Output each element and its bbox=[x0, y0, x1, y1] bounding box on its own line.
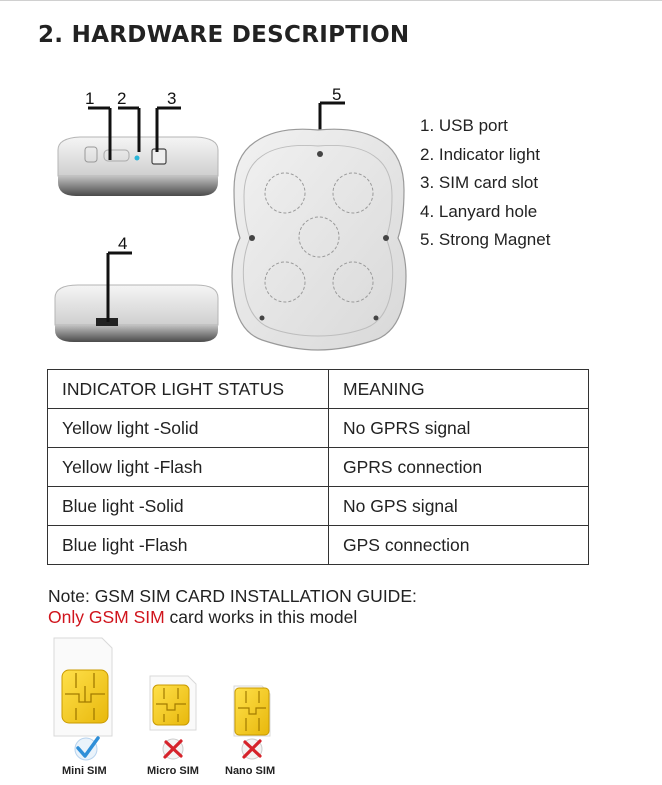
column-header: MEANING bbox=[329, 370, 589, 409]
note-body-rest: card works in this model bbox=[164, 607, 358, 627]
status-cell: Blue light -Flash bbox=[48, 526, 329, 565]
indicator-status-table bbox=[47, 369, 589, 565]
section-title: 2. HARDWARE DESCRIPTION bbox=[38, 22, 410, 48]
table-row bbox=[48, 409, 589, 448]
component-legend bbox=[420, 112, 550, 255]
meaning-cell: GPRS connection bbox=[329, 448, 589, 487]
legend-item: 3. SIM card slot bbox=[420, 173, 539, 192]
table-row bbox=[48, 487, 589, 526]
legend-item: 2. Indicator light bbox=[420, 144, 541, 164]
sim-slot-icon bbox=[152, 149, 166, 164]
table-header-row bbox=[48, 370, 589, 409]
legend-item: 1. USB port bbox=[420, 116, 508, 135]
callout-4: 4 bbox=[118, 234, 128, 253]
callout-2: 2 bbox=[117, 89, 127, 108]
sim-label-nano: Nano SIM bbox=[225, 765, 276, 777]
sim-label-micro: Micro SIM bbox=[147, 765, 199, 777]
column-header: INDICATOR LIGHT STATUS bbox=[48, 370, 329, 409]
status-cell: Blue light -Solid bbox=[48, 487, 329, 526]
note-heading: Note: GSM SIM CARD INSTALLATION GUIDE: bbox=[48, 586, 417, 606]
meaning-cell: No GPRS signal bbox=[329, 409, 589, 448]
cross-icon bbox=[163, 739, 183, 759]
table-row bbox=[48, 448, 589, 487]
legend-item: 4. Lanyard hole bbox=[420, 201, 538, 221]
callout-1: 1 bbox=[85, 89, 95, 108]
device-side-view-lanyard bbox=[55, 285, 218, 342]
indicator-light-icon bbox=[135, 156, 140, 161]
sim-card-nano bbox=[234, 686, 270, 736]
note-body bbox=[48, 607, 417, 628]
status-cell: Yellow light -Flash bbox=[48, 448, 329, 487]
legend-item: 5. Strong Magnet bbox=[420, 230, 551, 249]
gsm-only-highlight: Only GSM SIM bbox=[48, 607, 165, 627]
status-cell: Yellow light -Solid bbox=[48, 409, 329, 448]
callout-5: 5 bbox=[332, 85, 342, 104]
cross-icon bbox=[242, 739, 262, 759]
meaning-cell: No GPS signal bbox=[329, 487, 589, 526]
sim-label-mini: Mini SIM bbox=[62, 765, 107, 777]
device-back-view bbox=[232, 129, 406, 350]
check-icon bbox=[75, 738, 98, 760]
sim-installation-note bbox=[48, 586, 417, 628]
sim-card-mini bbox=[54, 638, 112, 736]
meaning-cell: GPS connection bbox=[329, 526, 589, 565]
table-row bbox=[48, 526, 589, 565]
sim-card-micro bbox=[150, 676, 196, 730]
callout-3: 3 bbox=[167, 89, 177, 108]
